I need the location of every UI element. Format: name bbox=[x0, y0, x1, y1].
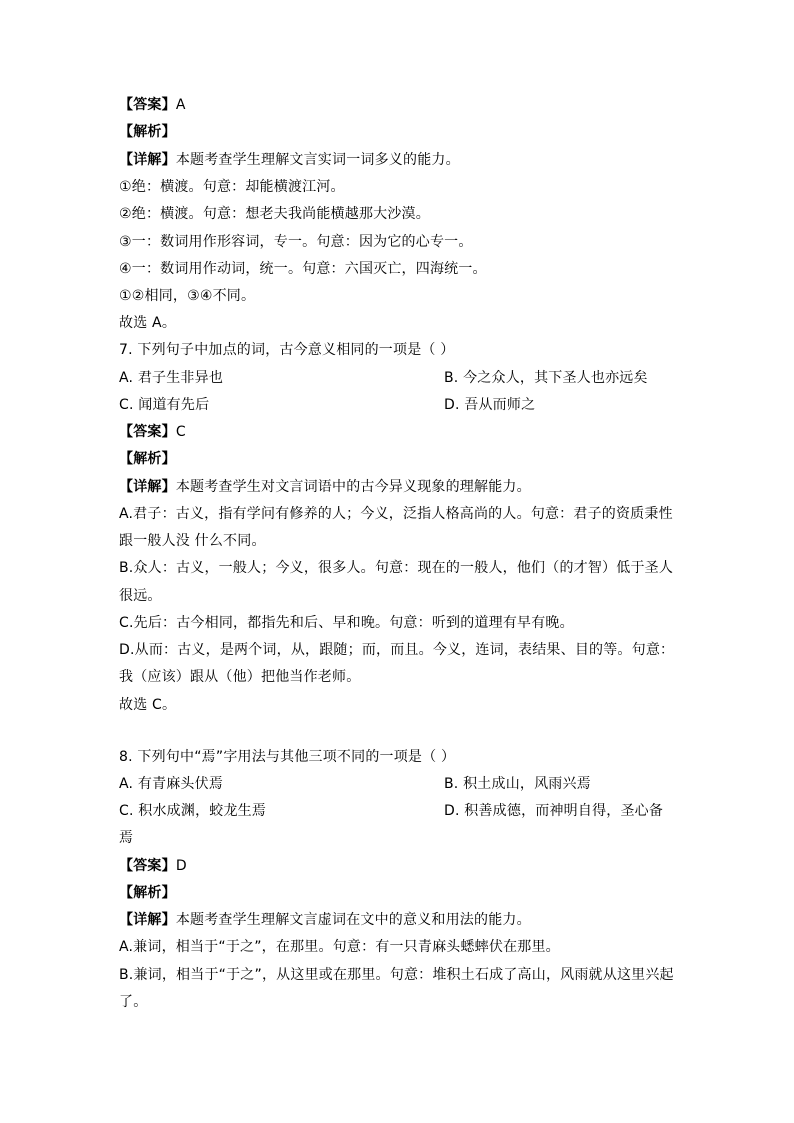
explanation-line: 了。 bbox=[119, 994, 148, 1010]
answer-line bbox=[119, 857, 689, 875]
explanation-line: C.先后：古今相同，都指先和后、早和晚。句意：听到的道理有早有晚。 bbox=[119, 615, 574, 631]
question-8-options-row-2 bbox=[119, 802, 689, 820]
detail-label: 【详解】 bbox=[119, 152, 176, 168]
explanation-line: ④一：数词用作动词，统一。句意：六国灭亡，四海统一。 bbox=[119, 261, 487, 277]
explanation-line: A.君子：古义，指有学问有修养的人；今义，泛指人格高尚的人。句意：君子的资质秉性 bbox=[119, 506, 673, 522]
option-a: A. 有青麻头伏焉 bbox=[119, 776, 224, 792]
option-b: B. 积土成山，风雨兴焉 bbox=[444, 776, 591, 792]
explanation-line: ①绝：横渡。句意：却能横渡江河。 bbox=[119, 179, 345, 195]
explanation-line: D.从而：古义，是两个词，从，跟随；而，而且。今义，连词，表结果、目的等。句意： bbox=[119, 642, 675, 658]
explanation-line: B.众人：古义，一般人；今义，很多人。句意：现在的一般人，他们（的才智）低于圣人 bbox=[119, 560, 674, 576]
question-7-options-row-1 bbox=[119, 369, 689, 387]
question-7-stem: 7. 下列句子中加点的词，古今意义相同的一项是（ ） bbox=[119, 342, 455, 358]
explanation-line: ①②相同，③④不同。 bbox=[119, 288, 256, 304]
conclusion-line: 故选 A。 bbox=[119, 315, 177, 331]
detail-line bbox=[119, 151, 689, 169]
answer-label: 【答案】 bbox=[119, 858, 176, 874]
explanation-line: 跟一般人没 什么不同。 bbox=[119, 533, 266, 549]
question-7-options-row-2 bbox=[119, 396, 689, 414]
option-b: B. 今之众人，其下圣人也亦远矣 bbox=[444, 370, 648, 386]
option-d-continuation: 焉 bbox=[119, 830, 134, 846]
detail-line bbox=[119, 911, 689, 929]
option-d: D. 吾从而师之 bbox=[444, 397, 536, 413]
detail-label: 【详解】 bbox=[119, 912, 176, 928]
conclusion-line: 故选 C。 bbox=[119, 697, 177, 713]
detail-text: 本题考查学生理解文言虚词在文中的意义和用法的能力。 bbox=[175, 912, 531, 928]
explanation-line: 很远。 bbox=[119, 588, 162, 604]
option-c: C. 闻道有先后 bbox=[119, 397, 210, 413]
answer-value: D bbox=[175, 858, 187, 874]
analysis-heading: 【解析】 bbox=[119, 885, 176, 901]
analysis-heading: 【解析】 bbox=[119, 124, 176, 140]
answer-line bbox=[119, 423, 689, 441]
explanation-line: B.兼词，相当于“于之”，从这里或在那里。句意：堆积土石成了高山，风雨就从这里兴起 bbox=[119, 967, 674, 983]
answer-line bbox=[119, 96, 689, 114]
question-8-stem: 8. 下列句中“焉”字用法与其他三项不同的一项是（ ） bbox=[119, 749, 456, 765]
answer-label: 【答案】 bbox=[119, 97, 176, 113]
detail-line bbox=[119, 478, 689, 496]
explanation-line: A.兼词，相当于“于之”，在那里。句意：有一只青麻头蟋蟀伏在那里。 bbox=[119, 939, 560, 955]
detail-label: 【详解】 bbox=[119, 479, 176, 495]
answer-value: C bbox=[175, 424, 186, 440]
detail-text: 本题考查学生理解文言实词一词多义的能力。 bbox=[175, 152, 460, 168]
detail-text: 本题考查学生对文言词语中的古今异义现象的理解能力。 bbox=[175, 479, 531, 495]
answer-value: A bbox=[175, 97, 186, 113]
analysis-heading: 【解析】 bbox=[119, 451, 176, 467]
question-8-options-row-1 bbox=[119, 775, 689, 793]
option-a: A. 君子生非异也 bbox=[119, 370, 224, 386]
option-c: C. 积水成渊，蛟龙生焉 bbox=[119, 803, 267, 819]
explanation-line: ②绝：横渡。句意：想老夫我尚能横越那大沙漠。 bbox=[119, 206, 430, 222]
explanation-line: 我（应该）跟从（他）把他当作老师。 bbox=[119, 669, 361, 685]
answer-label: 【答案】 bbox=[119, 424, 176, 440]
explanation-line: ③一：数词用作形容词，专一。句意：因为它的心专一。 bbox=[119, 234, 473, 250]
option-d: D. 积善成德，而神明自得，圣心备 bbox=[444, 803, 664, 819]
